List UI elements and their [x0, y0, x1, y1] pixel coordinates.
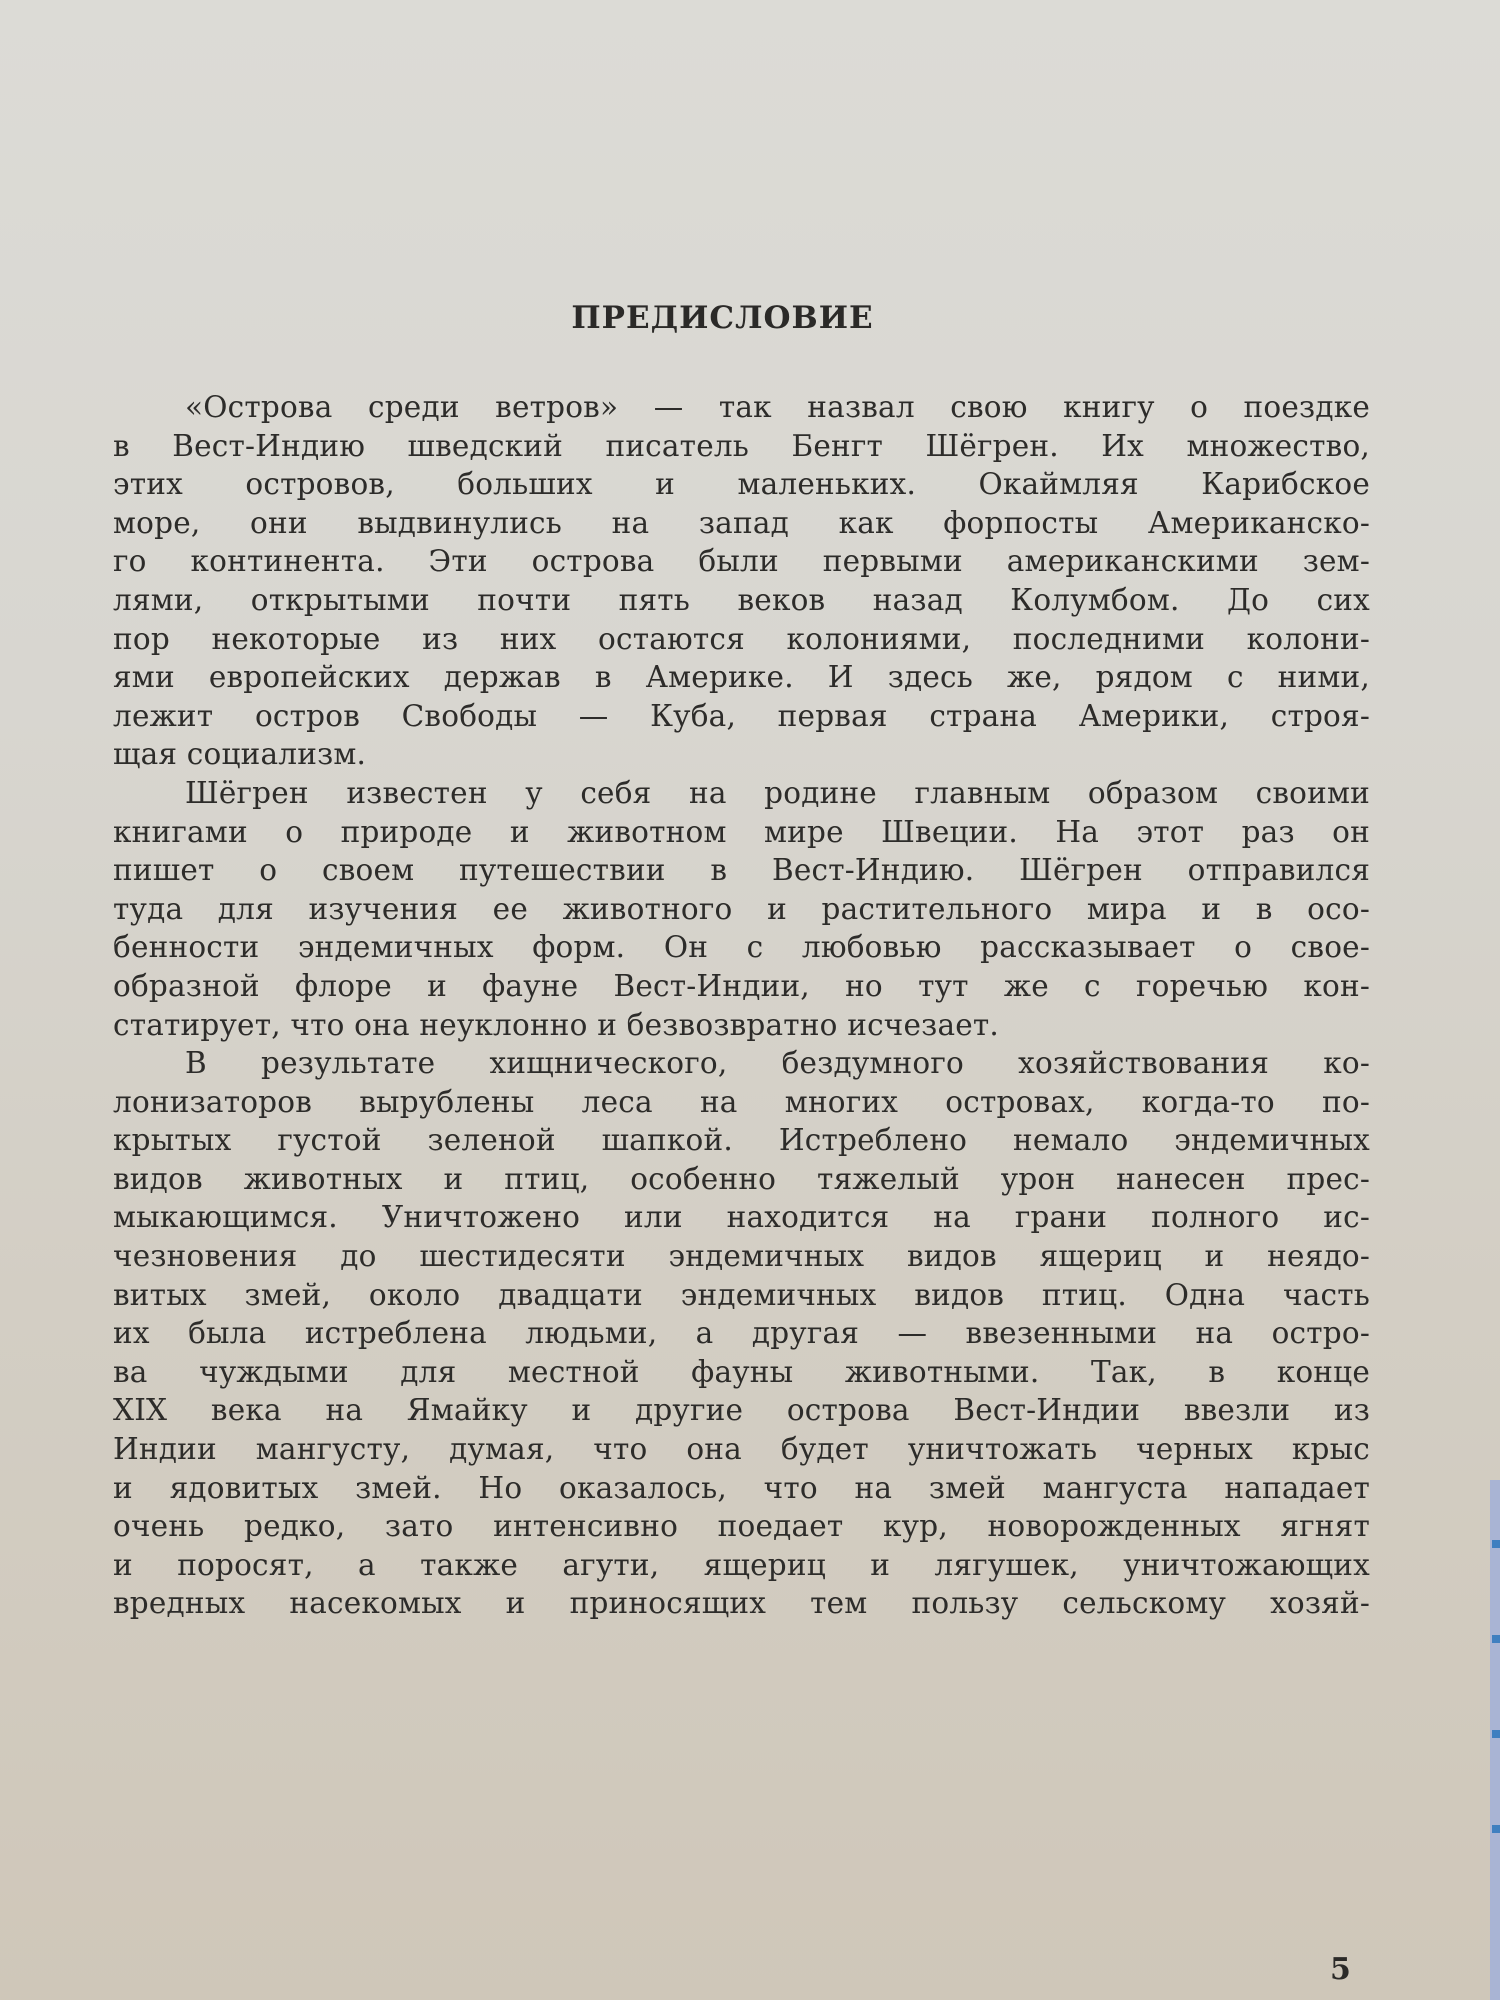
page-number: 5: [1330, 1952, 1351, 1987]
text-line: и поросят, а также агути, ящериц и лягушек, уничтожающих: [113, 1547, 1370, 1582]
text-line: пор некоторые из них остаются колониями, последними колони-: [113, 621, 1370, 656]
text-line: туда для изучения ее животного и растительного мира и в осо-: [113, 891, 1370, 926]
text-line: «Острова среди ветров» — так назвал свою книгу о поездке: [185, 390, 1370, 424]
paragraph-3: [113, 1044, 1370, 1623]
text-line: го континента. Эти острова были первыми американскими зем-: [113, 544, 1370, 579]
text-line: пишет о своем путешествии в Вест-Индию. Шёгрен отправился: [113, 853, 1370, 888]
text-line: море, они выдвинулись на запад как форпосты Американско-: [113, 505, 1370, 540]
text-line: лями, открытыми почти пять веков назад Колумбом. До сих: [113, 582, 1370, 617]
text-line: вредных насекомых и приносящих тем пользу сельскому хозяй-: [113, 1586, 1370, 1621]
text-line: этих островов, больших и маленьких. Окаймляя Карибское: [113, 467, 1370, 502]
text-line: чезновения до шестидесяти эндемичных видов ящериц и неядо-: [113, 1239, 1370, 1274]
text-line: Шёгрен известен у себя на родине главным образом своими: [185, 775, 1370, 810]
body-text: [113, 388, 1370, 1623]
text-line: лежит остров Свободы — Куба, первая страна Америки, строя-: [113, 698, 1370, 733]
text-line: щая социализм.: [113, 737, 367, 772]
text-line: в Вест-Индию шведский писатель Бенгт Шёгрен. Их множество,: [113, 428, 1370, 463]
chapter-heading: ПРЕДИСЛОВИЕ: [571, 300, 874, 336]
text-line: и ядовитых змей. Но оказалось, что на змей мангуста нападает: [113, 1470, 1370, 1505]
text-line: статирует, что она неуклонно и безвозвратно исчезает.: [113, 1007, 999, 1042]
text-line: бенности эндемичных форм. Он с любовью рассказывает о свое-: [113, 930, 1370, 965]
background-edge: [1490, 1480, 1500, 2000]
text-line: В результате хищнического, бездумного хозяйствования ко-: [185, 1046, 1370, 1081]
text-line: ями европейских держав в Америке. И здесь же, рядом с ними,: [113, 660, 1370, 695]
edge-mark: [1492, 1635, 1500, 1643]
edge-mark: [1492, 1825, 1500, 1833]
text-line: книгами о природе и животном мире Швеции. На этот раз он: [113, 814, 1370, 849]
text-line: образной флоре и фауне Вест-Индии, но тут же с горечью кон-: [113, 968, 1370, 1003]
text-line: их была истреблена людьми, а другая — ввезенными на остро-: [113, 1316, 1370, 1351]
text-line: лонизаторов вырублены леса на многих островах, когда-то по-: [113, 1084, 1370, 1119]
text-line: ва чуждыми для местной фауны животными. Так, в конце: [113, 1354, 1370, 1389]
text-line: XIX века на Ямайку и другие острова Вест-Индии ввезли из: [113, 1393, 1370, 1428]
text-line: видов животных и птиц, особенно тяжелый урон нанесен прес-: [113, 1161, 1370, 1196]
text-line: крытых густой зеленой шапкой. Истреблено немало эндемичных: [113, 1123, 1370, 1158]
text-line: мыкающимся. Уничтожено или находится на грани полного ис-: [113, 1200, 1370, 1235]
text-line: Индии мангусту, думая, что она будет уничтожать черных крыс: [113, 1432, 1370, 1467]
text-line: витых змей, около двадцати эндемичных видов птиц. Одна часть: [113, 1277, 1370, 1312]
text-line: очень редко, зато интенсивно поедает кур, новорожденных ягнят: [113, 1509, 1370, 1544]
paragraph-2: [113, 774, 1370, 1044]
edge-mark: [1492, 1540, 1500, 1548]
edge-mark: [1492, 1730, 1500, 1738]
paragraph-1: [113, 388, 1370, 774]
